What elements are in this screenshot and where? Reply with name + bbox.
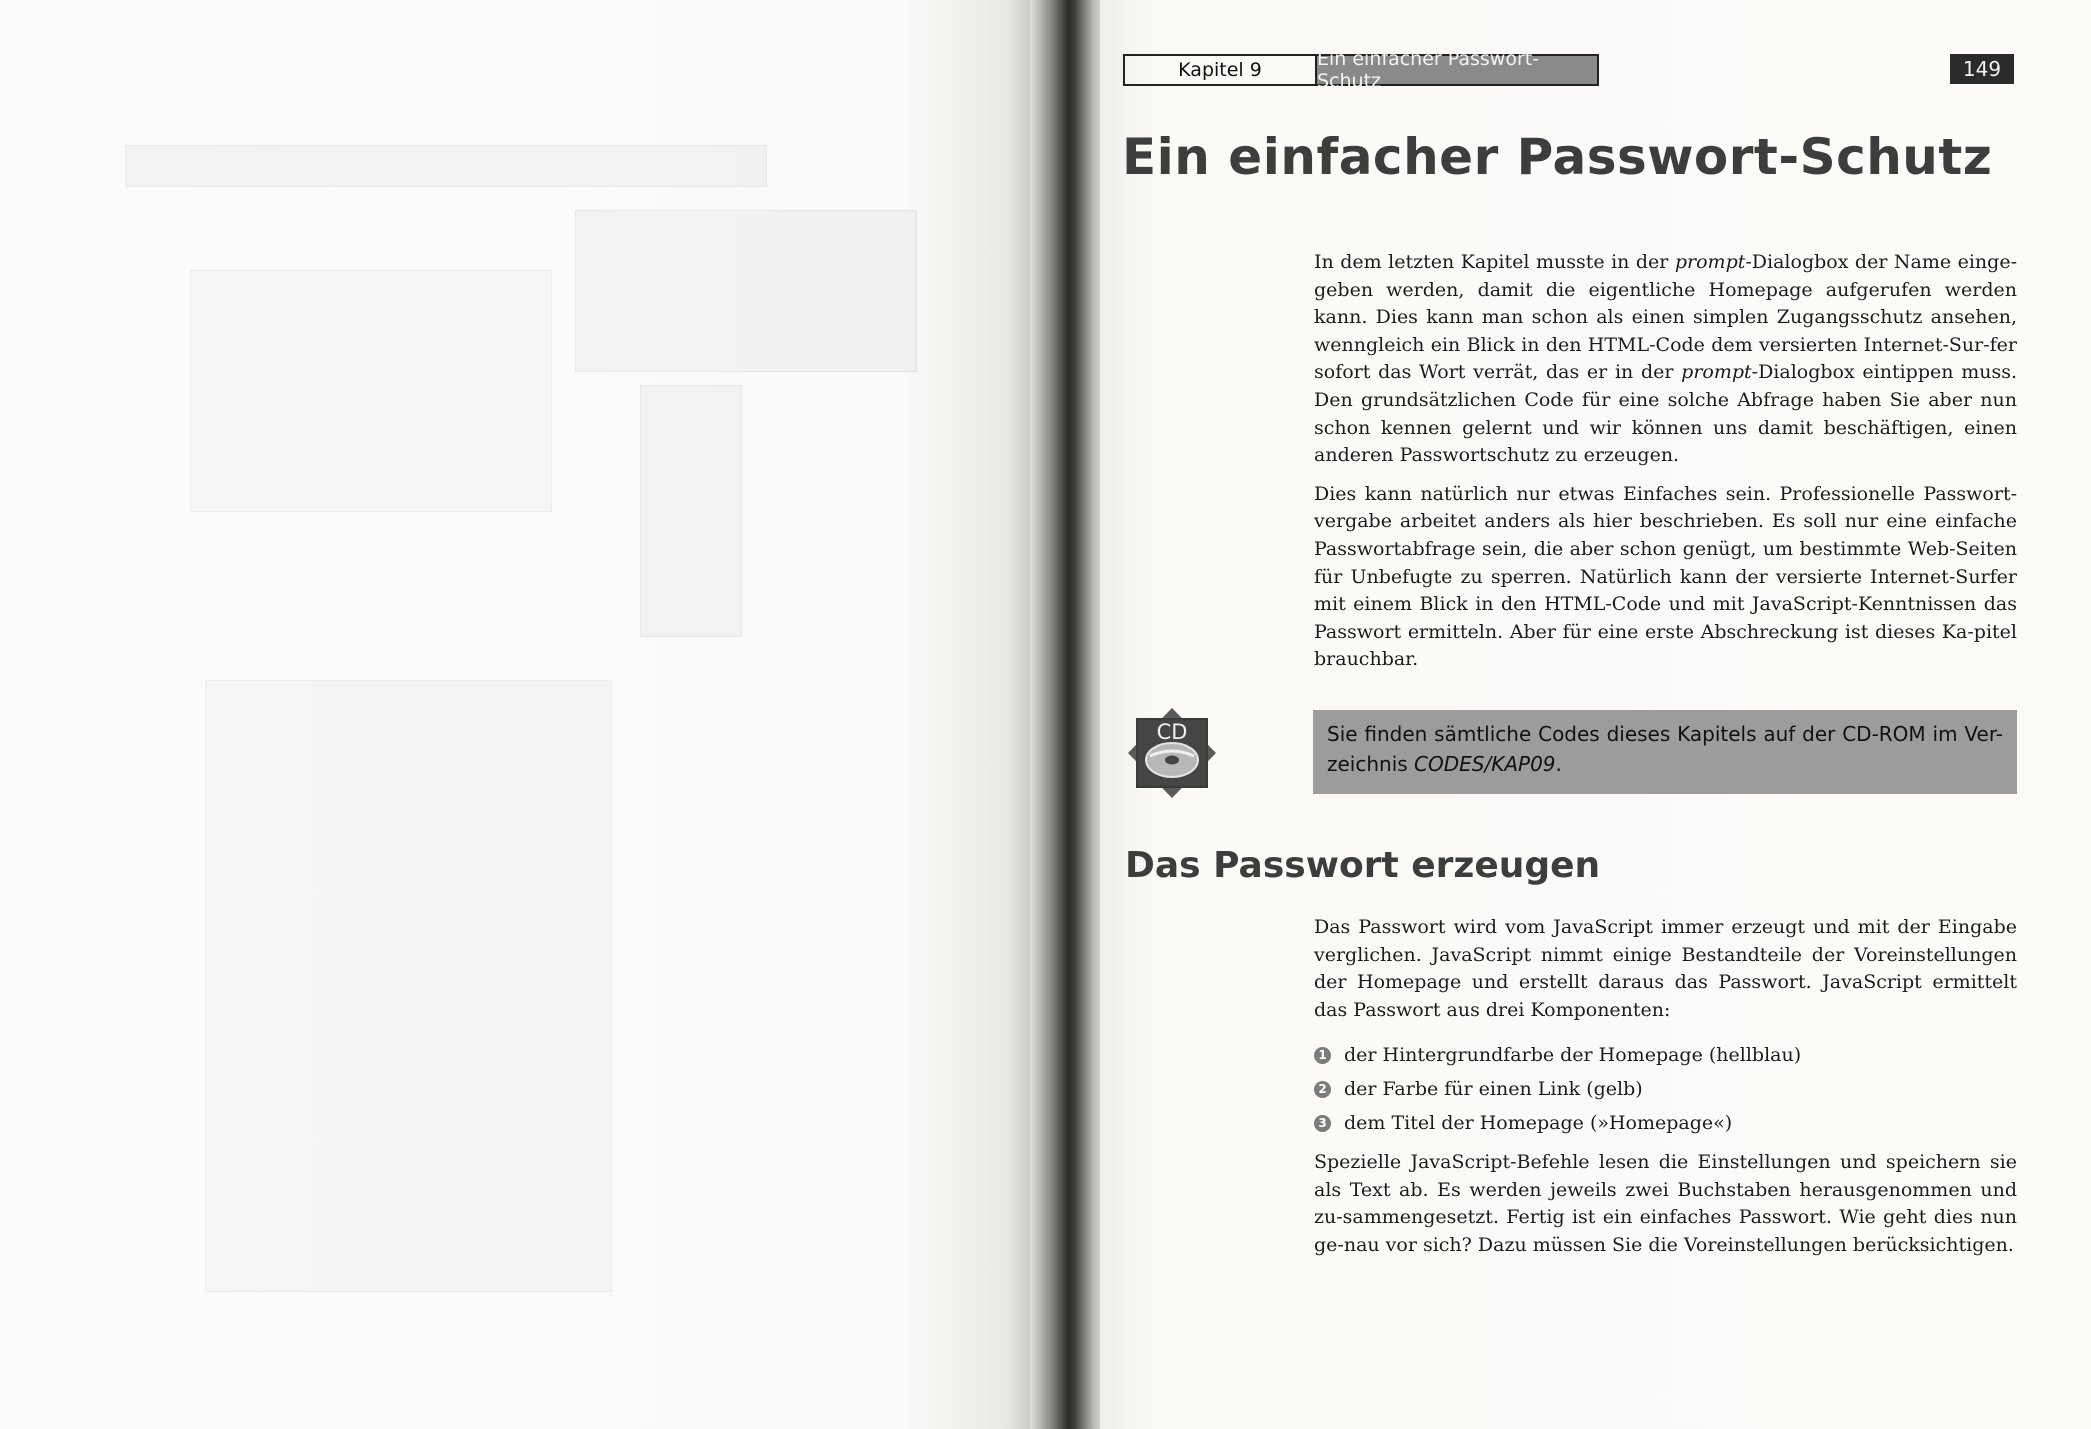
svg-text:CD: CD [1156,720,1188,744]
cd-note-box [1313,710,2017,794]
section-paragraph-1: Das Passwort wird vom JavaScript immer erzeugt und mit der Eingabe verglichen. JavaScript nimmt einige Bestandteile der Voreinstellungen der Homepage und erstellt daraus das Passwort. JavaScript ermittelt das Passwort aus drei Komponenten: [1314,916,2017,1021]
chapter-title: Ein einfacher Passwort-Schutz [1122,128,1993,186]
list-item-text: der Farbe für einen Link (gelb) [1344,1078,1643,1100]
list-item [1314,1072,2017,1106]
list-item-text: dem Titel der Homepage (»Homepage«) [1344,1112,1733,1134]
header-chapter-label: Kapitel 9 [1125,56,1317,84]
list-item-text: der Hintergrundfarbe der Homepage (hellblau) [1344,1044,1802,1066]
numbered-bullet-icon: 3 [1314,1115,1331,1132]
intro-paragraph-1 [1314,249,2017,470]
header-chapter-title: Ein einfacher Passwort-Schutz [1317,56,1597,84]
page-number: 149 [1950,54,2014,84]
cd-note-text-end: . [1555,752,1562,776]
running-header [1123,48,1599,92]
section-title: Das Passwort erzeugen [1125,845,1601,886]
section-paragraph-2: Spezielle JavaScript-Befehle lesen die Einstellungen und speichern sie als Text ab. Es werden jeweils zwei Buchstaben herausgenommen und zu-sammengesetzt. Fertig ist ein einfaches Passwort. Wie geht dies nun ge-nau vor sich? Dazu müssen Sie die Voreinstellungen berücksichtigen. [1314,1151,2017,1256]
text-run: -Dialogbox der Name einge-geben werden, damit die eigentliche Homepage aufgerufen werden kann. Dies kann man schon als einen simplen Zugangsschutz ansehen, wenngleich ein Blick in den HTML-Code dem versierten Internet-Sur-fer sofort das Wort verrät, das er in der [1314,251,2017,384]
text-run: In dem letzten Kapitel musste in der [1314,251,1675,273]
bleed-through-shadow [125,145,767,187]
cd-note-text: Sie finden sämtliche Codes dieses Kapitels auf der CD-ROM im Ver-zeichnis [1327,722,2003,776]
component-list [1314,1038,2017,1140]
list-item [1314,1038,2017,1072]
book-gutter [1030,0,1110,1429]
list-item [1314,1106,2017,1140]
numbered-bullet-icon: 2 [1314,1081,1331,1098]
italic-term: prompt [1681,361,1752,384]
text-run: -Dialogbox eintippen muss. Den grundsätzlichen Code für eine solche Abfrage haben Sie aber nun schon kennen gelernt und wir können uns damit beschäftigen, einen anderen Passwortschutz zu erzeugen. [1314,361,2017,467]
cd-note-path: CODES/KAP09 [1414,752,1556,776]
numbered-bullet-icon: 1 [1314,1047,1331,1064]
section-text-2 [1314,1149,2017,1259]
italic-term: prompt [1674,251,1746,273]
bleed-through-shadow [205,680,612,1292]
bleed-through-shadow [575,210,917,372]
bleed-through-shadow [640,385,742,637]
intro-text [1314,249,2017,674]
section-text-1 [1314,914,2017,1024]
intro-paragraph-2: Dies kann natürlich nur etwas Einfaches sein. Professionelle Passwort-vergabe arbeitet anders als hier beschrieben. Es soll nur eine einfache Passwortabfrage sein, die aber schon genügt, um bestimmte Web-Seiten für Unbefugte zu sperren. Natürlich kann der versierte Internet-Surfer mit einem Blick in den HTML-Code und mit JavaScript-Kenntnissen das Passwort ermitteln. Aber für eine erste Abschreckung ist dieses Ka-pitel brauchbar. [1314,482,2017,671]
bleed-through-shadow [190,270,552,512]
cd-rom-icon [1128,708,1216,798]
